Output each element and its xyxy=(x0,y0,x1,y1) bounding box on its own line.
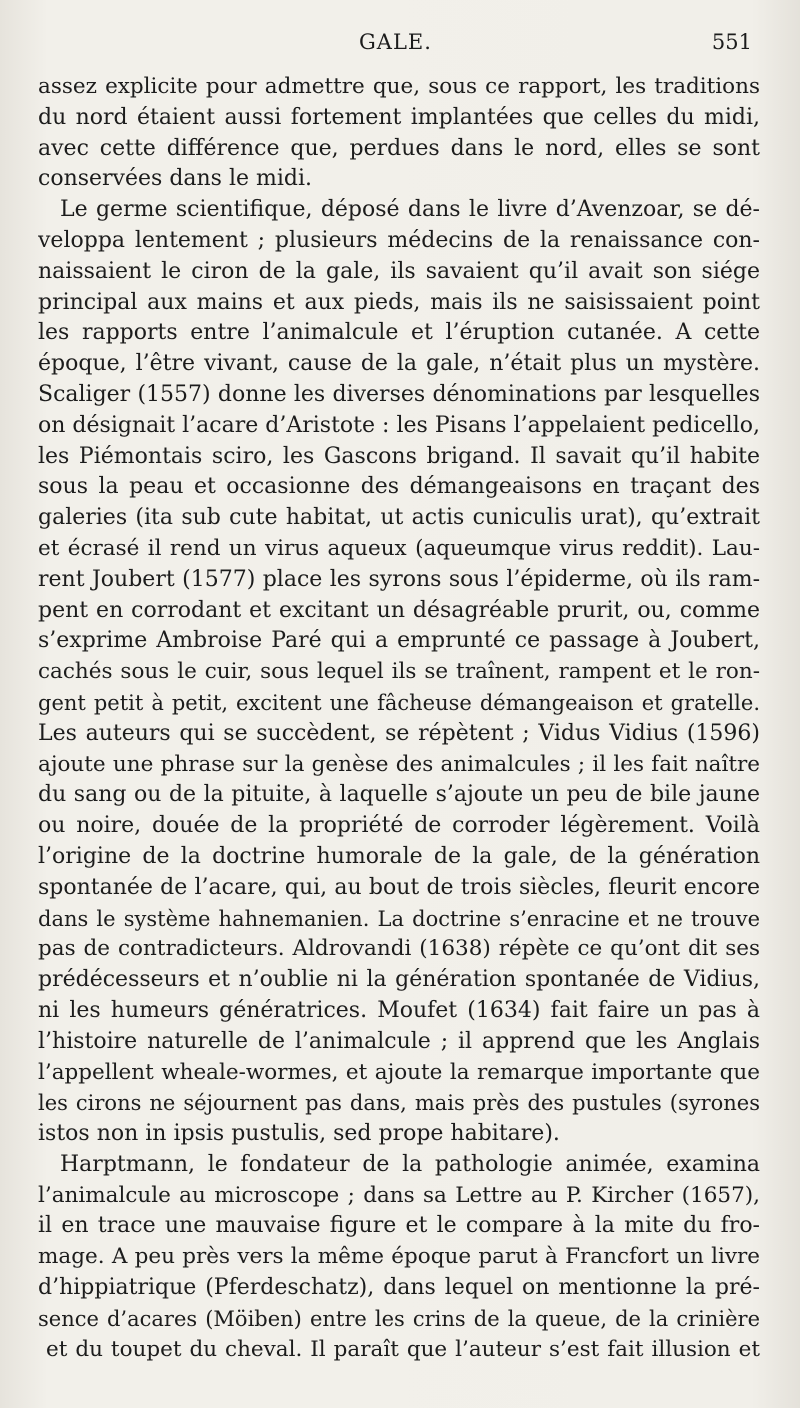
body-text xyxy=(38,72,760,1365)
text-line: l’origine de la doctrine humorale de la gale, de la génération xyxy=(38,843,760,869)
text-line: prédécesseurs et n’oublie ni la génération spontanée de Vidius, xyxy=(38,967,760,993)
text-line: cachés sous le cuir, sous lequel ils se traînent, rampent et le ron- xyxy=(38,659,760,685)
text-line: il en trace une mauvaise figure et le compare à la mite du fro- xyxy=(38,1213,760,1239)
page-header xyxy=(0,30,800,60)
text-line: les rapports entre l’animalcule et l’éruption cutanée. A cette xyxy=(38,320,760,346)
text-line: du nord étaient aussi fortement implantées que celles du midi, xyxy=(38,104,760,130)
text-line: conservées dans le midi. xyxy=(38,166,313,192)
text-line: mage. A peu près vers la même époque parut à Francfort un livre xyxy=(38,1244,760,1270)
text-line: pas de contradicteurs. Aldrovandi (1638) répète ce qu’ont dit ses xyxy=(38,936,760,962)
text-line: et écrasé il rend un virus aqueux (aqueumque virus reddit). Lau- xyxy=(38,535,760,561)
text-line: istos non in ipsis pustulis, sed prope habitare). xyxy=(38,1121,560,1147)
text-line: ni les humeurs génératrices. Moufet (1634) fait faire un pas à xyxy=(38,997,760,1023)
text-line: rent Joubert (1577) place les syrons sous l’épiderme, où ils ram- xyxy=(38,566,760,592)
text-line: époque, l’être vivant, cause de la gale, n’était plus un mystère. xyxy=(38,351,760,377)
text-line: sence d’acares (Möiben) entre les crins de la queue, de la crinière xyxy=(38,1306,760,1331)
text-line: gent petit à petit, excitent une fâcheuse démangeaison et gratelle. xyxy=(38,690,760,715)
text-line: Les auteurs qui se succèdent, se répètent ; Vidus Vidius (1596) xyxy=(38,720,760,746)
text-line: spontanée de l’acare, qui, au bout de trois siècles, fleurit encore xyxy=(38,874,760,900)
text-line: ou noire, douée de la propriété de corroder légèrement. Voilà xyxy=(38,813,760,839)
text-line: l’animalcule au microscope ; dans sa Lettre au P. Kircher (1657), xyxy=(38,1182,760,1208)
text-line: Le germe scientifique, déposé dans le livre d’Avenzoar, se dé- xyxy=(60,197,760,223)
text-line: et du toupet du cheval. Il paraît que l’auteur s’est fait illusion et xyxy=(46,1336,760,1362)
text-line: sous la peau et occasionne des démangeaisons en traçant des xyxy=(38,474,760,500)
text-line: les Piémontais sciro, les Gascons brigand. Il savait qu’il habite xyxy=(38,443,760,469)
text-line: l’histoire naturelle de l’animalcule ; il apprend que les Anglais xyxy=(38,1028,760,1054)
text-line: les cirons ne séjournent pas dans, mais près des pustules (syrones xyxy=(38,1091,760,1116)
text-line: avec cette différence que, perdues dans le nord, elles se sont xyxy=(38,135,760,161)
text-line: ajoute une phrase sur la genèse des animalcules ; il les fait naître xyxy=(38,751,760,777)
text-line: naissaient le ciron de la gale, ils savaient qu’il avait son siége xyxy=(38,258,760,284)
text-line: Harptmann, le fondateur de la pathologie animée, examina xyxy=(60,1151,760,1177)
text-line: assez explicite pour admettre que, sous ce rapport, les traditions xyxy=(38,74,760,99)
text-line: du sang ou de la pituite, à laquelle s’ajoute un peu de bile jaune xyxy=(38,782,760,808)
text-line: veloppa lentement ; plusieurs médecins de la renaissance con- xyxy=(38,227,760,253)
page-number: 551 xyxy=(711,30,752,54)
text-line: principal aux mains et aux pieds, mais ils ne saisissaient point xyxy=(38,289,760,315)
text-line: pent en corrodant et excitant un désagréable prurit, ou, comme xyxy=(38,597,760,623)
text-line: on désignait l’acare d’Aristote : les Pisans l’appelaient pedicello, xyxy=(38,412,760,438)
text-line: dans le système hahnemanien. La doctrine s’enracine et ne trouve xyxy=(38,906,760,931)
text-line: s’exprime Ambroise Paré qui a emprunté ce passage à Joubert, xyxy=(38,628,760,654)
text-line: Scaliger (1557) donne les diverses dénominations par lesquelles xyxy=(38,381,760,407)
text-line: d’hippiatrique (Pferdeschatz), dans lequel on mentionne la pré- xyxy=(38,1275,760,1301)
running-head: GALE. xyxy=(359,30,432,54)
text-line: l’appellent wheale-wormes, et ajoute la remarque importante que xyxy=(38,1059,760,1085)
text-line: galeries (ita sub cute habitat, ut actis cuniculis urat), qu’extrait xyxy=(38,505,760,531)
